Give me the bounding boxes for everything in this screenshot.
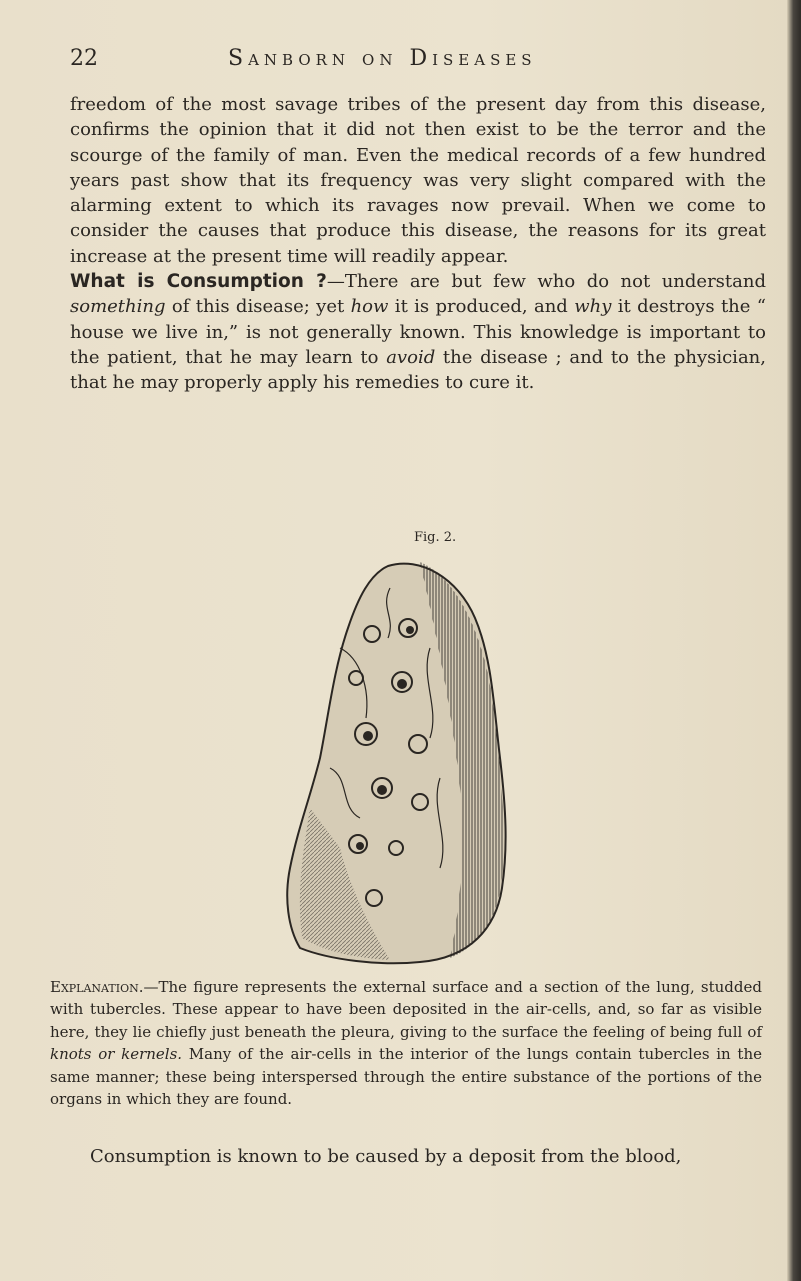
emphasis: avoid (386, 346, 436, 368)
lung-illustration (270, 548, 530, 968)
explanation-text: —The figure represents the external surface and a section of the lung, studded with tubercles. These appear to have been deposited in the air-cells, and, so far as visible here, they lie chiefly just beneath the pleura, giving to the surface the feeling of being full of (50, 978, 762, 1041)
explanation-text: Many of the air-cells in the interior of the lungs contain tubercles in the same manner; these being interspersed through the entire substance of the portions of the organs in which they are found. (50, 1045, 762, 1109)
figure-label: Fig. 2. (414, 530, 457, 545)
emphasis: why (574, 296, 612, 318)
paragraph-1: freedom of the most savage tribes of the present day from this disease, confirms the opinion that it did not then exist to be the terror and the scourge of the family of man. Even the medical records of a few hundred years past show that its frequency was very slight compared with the alarming extent to which its ravages now prevail. When we come to consider the causes that produce this disease, the reasons for its great increase at the present time will readily appear. (70, 94, 766, 267)
page-number: 22 (70, 46, 98, 71)
page-edge-shadow (787, 0, 801, 1281)
explanation-lead: Explanation. (50, 978, 144, 996)
emphasis: something (70, 296, 166, 318)
emphasis: knots or kernels. (50, 1045, 183, 1064)
body-text (70, 92, 766, 396)
paragraph-2-text: it destroys the “ house we live in,” is not generally known. This knowledge is important to the patient, that he may learn to (70, 296, 767, 368)
paragraph-2 (70, 269, 766, 395)
paragraph-2-text: the disease ; and to the physician, that he may properly apply his remedies to cure it. (70, 346, 766, 394)
paragraph-2-text: of this disease; yet (165, 296, 351, 318)
running-head: Sanborn on Diseases (228, 46, 537, 71)
final-line: Consumption is known to be caused by a deposit from the blood, (90, 1146, 682, 1167)
section-heading: What is Consumption ? (70, 271, 327, 293)
paragraph-2-text: it is produced, and (388, 296, 575, 318)
emphasis: how (350, 296, 389, 318)
paragraph-2-text: —There are but few who do not understand (326, 271, 766, 293)
page-header (70, 46, 770, 80)
figure-explanation (50, 976, 762, 1110)
